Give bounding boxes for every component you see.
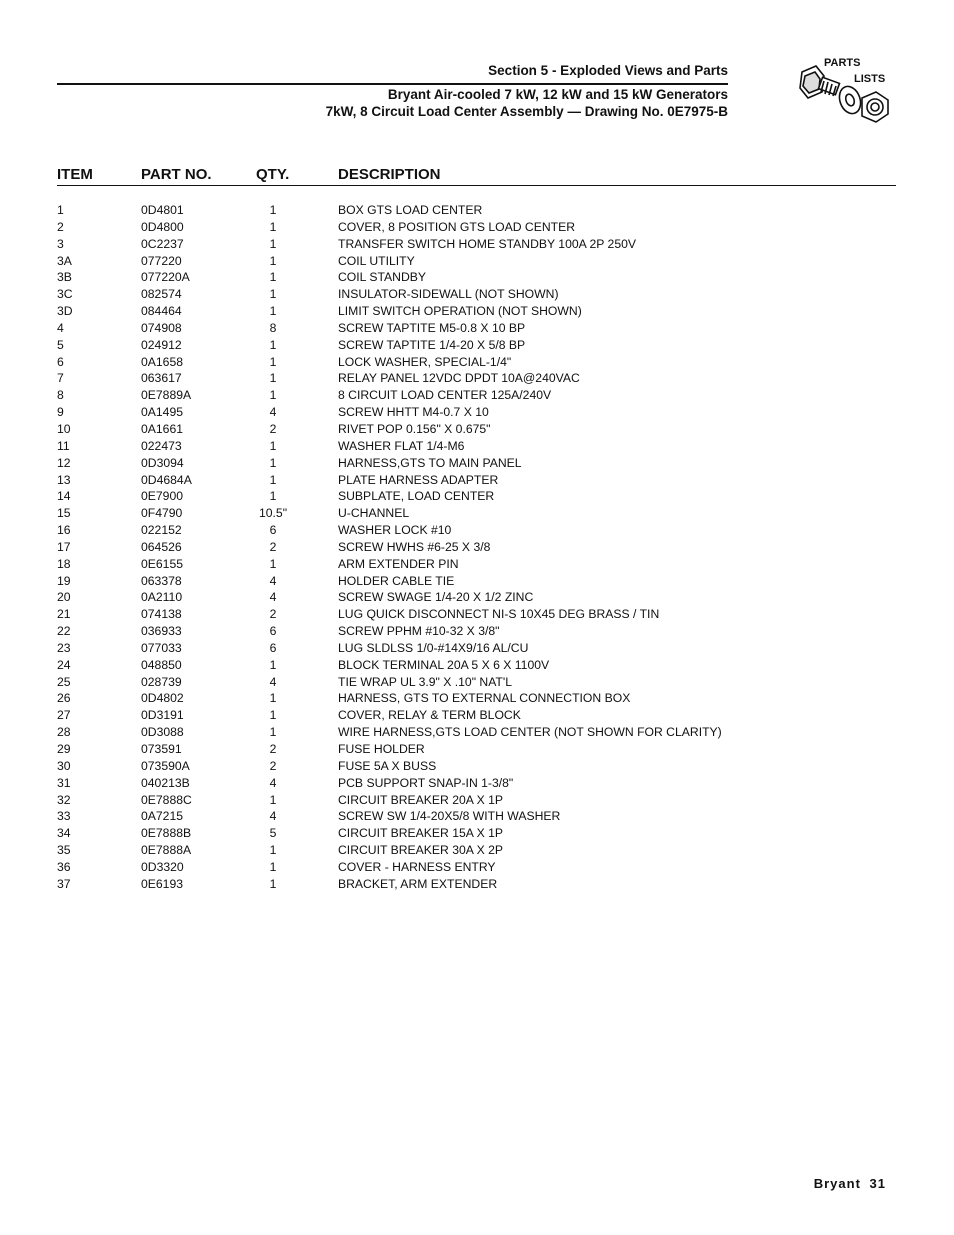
cell-description: SCREW TAPTITE 1/4-20 X 5/8 BP: [338, 337, 526, 352]
cell-item: 12: [57, 455, 71, 470]
cell-qty: 1: [269, 438, 277, 453]
table-row: [57, 219, 896, 236]
cell-part-no: 028739: [141, 674, 182, 689]
cell-part-no: 0F4790: [141, 506, 183, 521]
cell-item: 28: [57, 725, 71, 740]
cell-item: 7: [57, 371, 64, 386]
cell-part-no: 022473: [141, 438, 182, 453]
parts-table-header: [57, 166, 896, 186]
cell-description: LIMIT SWITCH OPERATION (NOT SHOWN): [338, 304, 582, 319]
cell-description: LUG SLDLSS 1/0-#14X9/16 AL/CU: [338, 640, 529, 655]
logo-text-parts: PARTS: [824, 57, 861, 69]
cell-item: 36: [57, 859, 71, 874]
cell-item: 11: [57, 438, 70, 453]
cell-qty: 6: [269, 624, 277, 639]
cell-description: FUSE 5A X BUSS: [338, 758, 437, 773]
cell-qty: 1: [269, 489, 277, 504]
cell-part-no: 074908: [141, 320, 182, 335]
cell-qty: 4: [269, 590, 277, 605]
cell-description: LUG QUICK DISCONNECT NI-S 10X45 DEG BRASS / TIN: [338, 607, 660, 622]
cell-description: BRACKET, ARM EXTENDER: [338, 876, 498, 891]
cell-part-no: 0E7888A: [141, 843, 192, 858]
cell-description: PCB SUPPORT SNAP-IN 1-3/8": [338, 775, 514, 790]
cell-description: SCREW TAPTITE M5-0.8 X 10 BP: [338, 320, 526, 335]
cell-description: FUSE HOLDER: [338, 742, 425, 756]
cell-item: 37: [57, 876, 71, 891]
cell-description: 8 CIRCUIT LOAD CENTER 125A/240V: [338, 388, 552, 403]
cell-qty: 8: [269, 320, 277, 335]
cell-part-no: 0D3088: [141, 725, 184, 740]
cell-description: HOLDER CABLE TIE: [338, 573, 455, 588]
col-header-item: ITEM: [57, 166, 93, 183]
cell-part-no: 0E7888B: [141, 826, 192, 841]
cell-item: 3A: [57, 253, 72, 268]
table-row: [57, 320, 896, 337]
table-row: [57, 539, 896, 556]
table-row: [57, 404, 896, 421]
cell-qty: 6: [269, 640, 277, 655]
cell-description: COVER, RELAY & TERM BLOCK: [338, 708, 521, 723]
cell-part-no: 063378: [141, 573, 182, 588]
cell-description: SCREW PPHM #10-32 X 3/8": [338, 624, 500, 639]
cell-item: 22: [57, 624, 71, 639]
logo-text-lists: LISTS: [854, 73, 886, 85]
cell-part-no: 073590A: [141, 758, 190, 773]
table-row: [57, 354, 896, 371]
cell-item: 3: [57, 236, 64, 251]
table-row: [57, 674, 896, 691]
cell-item: 24: [57, 657, 71, 672]
cell-item: 33: [57, 809, 71, 824]
table-row: [57, 488, 896, 505]
cell-description: PLATE HARNESS ADAPTER: [338, 472, 499, 487]
cell-qty: 2: [269, 607, 277, 622]
cell-description: WIRE HARNESS,GTS LOAD CENTER (NOT SHOWN FOR CLARITY): [338, 725, 722, 740]
cell-qty: 1: [269, 843, 277, 858]
cell-item: 3D: [57, 304, 73, 319]
cell-qty: 1: [269, 472, 277, 487]
cell-description: SCREW SWAGE 1/4-20 X 1/2 ZINC: [338, 590, 534, 605]
cell-part-no: 0D4802: [141, 691, 184, 706]
col-header-qty: QTY.: [256, 166, 290, 183]
cell-part-no: 024912: [141, 337, 182, 352]
cell-item: 18: [57, 556, 71, 571]
table-row: [57, 859, 896, 876]
cell-part-no: 077220: [141, 253, 182, 268]
cell-item: 16: [57, 523, 71, 538]
cell-part-no: 0E7888C: [141, 792, 192, 807]
cell-qty: 1: [269, 253, 277, 268]
cell-description: SUBPLATE, LOAD CENTER: [338, 489, 495, 504]
cell-qty: 1: [269, 388, 277, 403]
cell-qty: 4: [269, 674, 277, 689]
cell-part-no: 0E6155: [141, 556, 184, 571]
table-row: [57, 505, 896, 522]
cell-description: TRANSFER SWITCH HOME STANDBY 100A 2P 250V: [338, 236, 637, 251]
cell-qty: 1: [269, 371, 277, 386]
cell-qty: 10.5": [258, 506, 288, 521]
cell-part-no: 036933: [141, 624, 182, 639]
cell-qty: 1: [269, 270, 277, 285]
col-header-description: DESCRIPTION: [338, 166, 441, 183]
cell-qty: 1: [269, 792, 277, 807]
cell-description: SCREW SW 1/4-20X5/8 WITH WASHER: [338, 809, 561, 824]
table-row: [57, 202, 896, 219]
cell-part-no: 084464: [141, 304, 182, 319]
cell-qty: 1: [269, 219, 277, 234]
table-row: [57, 657, 896, 674]
cell-item: 2: [57, 219, 64, 234]
cell-qty: 4: [269, 405, 277, 420]
cell-qty: 6: [269, 523, 277, 538]
table-row: [57, 472, 896, 489]
cell-qty: 2: [269, 539, 277, 554]
table-row: [57, 269, 896, 286]
cell-description: ARM EXTENDER PIN: [338, 556, 459, 571]
cell-item: 10: [57, 421, 71, 436]
cell-item: 30: [57, 758, 71, 773]
cell-part-no: 0C2237: [141, 236, 184, 251]
cell-part-no: 0D4801: [141, 203, 184, 217]
cell-item: 9: [57, 405, 64, 420]
table-row: [57, 387, 896, 404]
cell-description: BOX GTS LOAD CENTER: [338, 203, 483, 217]
cell-item: 6: [57, 354, 64, 369]
cell-qty: 2: [269, 421, 277, 436]
cell-item: 32: [57, 792, 71, 807]
table-row: [57, 623, 896, 640]
cell-qty: 1: [269, 203, 277, 217]
cell-description: HARNESS,GTS TO MAIN PANEL: [338, 455, 522, 470]
cell-item: 23: [57, 640, 71, 655]
table-row: [57, 792, 896, 809]
cell-part-no: 073591: [141, 742, 182, 756]
cell-part-no: 063617: [141, 371, 182, 386]
cell-description: CIRCUIT BREAKER 30A X 2P: [338, 843, 504, 858]
cell-qty: 1: [269, 657, 277, 672]
cell-item: 17: [57, 539, 71, 554]
cell-part-no: 0E6193: [141, 876, 184, 891]
cell-item: 14: [57, 489, 71, 504]
cell-qty: 1: [269, 725, 277, 740]
cell-part-no: 0A1658: [141, 354, 184, 369]
cell-description: CIRCUIT BREAKER 15A X 1P: [338, 826, 504, 841]
table-row: [57, 842, 896, 859]
cell-qty: 1: [269, 708, 277, 723]
cell-qty: 4: [269, 775, 277, 790]
cell-item: 3C: [57, 287, 73, 302]
drawing-title: 7kW, 8 Circuit Load Center Assembly — Drawing No. 0E7975-B: [325, 104, 728, 119]
table-row: [57, 253, 896, 270]
page-number: 31: [869, 1176, 886, 1191]
cell-part-no: 077033: [141, 640, 182, 655]
cell-qty: 1: [269, 287, 277, 302]
cell-part-no: 077220A: [141, 270, 190, 285]
cell-part-no: 040213B: [141, 775, 190, 790]
cell-item: 4: [57, 320, 64, 335]
cell-qty: 1: [269, 236, 277, 251]
cell-part-no: 0A7215: [141, 809, 184, 824]
cell-item: 19: [57, 573, 71, 588]
table-row: [57, 286, 896, 303]
cell-part-no: 082574: [141, 287, 182, 302]
table-row: [57, 758, 896, 775]
cell-item: 25: [57, 674, 71, 689]
cell-description: COVER - HARNESS ENTRY: [338, 859, 496, 874]
cell-part-no: 074138: [141, 607, 182, 622]
cell-qty: 1: [269, 304, 277, 319]
cell-part-no: 048850: [141, 657, 182, 672]
table-row: [57, 303, 896, 320]
cell-qty: 1: [269, 691, 277, 706]
page-footer: [810, 1176, 886, 1191]
table-row: [57, 775, 896, 792]
cell-description: RELAY PANEL 12VDC DPDT 10A@240VAC: [338, 371, 580, 386]
cell-part-no: 0D3191: [141, 708, 184, 723]
footer-brand: Bryant: [813, 1176, 861, 1191]
cell-description: SCREW HHTT M4-0.7 X 10: [338, 405, 489, 420]
cell-item: 13: [57, 472, 71, 487]
cell-description: HARNESS, GTS TO EXTERNAL CONNECTION BOX: [338, 691, 631, 706]
cell-part-no: 0D4684A: [141, 472, 192, 487]
cell-part-no: 0A1495: [141, 405, 184, 420]
cell-qty: 1: [269, 876, 277, 891]
cell-qty: 1: [269, 354, 277, 369]
cell-item: 1: [57, 203, 64, 217]
cell-description: COIL STANDBY: [338, 270, 427, 285]
cell-item: 27: [57, 708, 71, 723]
col-header-part-no: PART NO.: [141, 166, 212, 183]
cell-item: 29: [57, 742, 71, 756]
table-row: [57, 741, 896, 758]
cell-description: RIVET POP 0.156" X 0.675": [338, 421, 491, 436]
cell-part-no: 022152: [141, 523, 182, 538]
cell-item: 31: [57, 775, 71, 790]
cell-description: BLOCK TERMINAL 20A 5 X 6 X 1100V: [338, 657, 550, 672]
table-row: [57, 825, 896, 842]
cell-part-no: 064526: [141, 539, 182, 554]
cell-item: 8: [57, 388, 64, 403]
cell-part-no: 0A1661: [141, 421, 184, 436]
table-row: [57, 522, 896, 539]
cell-qty: 5: [269, 826, 277, 841]
cell-item: 26: [57, 691, 71, 706]
table-row: [57, 707, 896, 724]
table-row: [57, 573, 896, 590]
cell-description: COVER, 8 POSITION GTS LOAD CENTER: [338, 219, 576, 234]
table-row: [57, 236, 896, 253]
cell-description: TIE WRAP UL 3.9" X .10" NAT'L: [338, 674, 512, 689]
table-row: [57, 337, 896, 354]
cell-description: COIL UTILITY: [338, 253, 415, 268]
section-title: Section 5 - Exploded Views and Parts: [488, 63, 728, 78]
table-row: [57, 724, 896, 741]
table-row: [57, 589, 896, 606]
cell-part-no: 0D3320: [141, 859, 184, 874]
table-row: [57, 640, 896, 657]
cell-part-no: 0E7889A: [141, 388, 192, 403]
cell-item: 15: [57, 506, 71, 521]
cell-description: U-CHANNEL: [338, 506, 410, 521]
cell-description: INSULATOR-SIDEWALL (NOT SHOWN): [338, 287, 559, 302]
cell-part-no: 0E7900: [141, 489, 184, 504]
cell-part-no: 0D3094: [141, 455, 184, 470]
cell-item: 21: [57, 607, 71, 622]
cell-qty: 1: [269, 859, 277, 874]
cell-description: WASHER FLAT 1/4-M6: [338, 438, 465, 453]
cell-description: SCREW HWHS #6-25 X 3/8: [338, 539, 491, 554]
cell-qty: 4: [269, 573, 277, 588]
cell-item: 5: [57, 337, 64, 352]
document-subtitle: Bryant Air-cooled 7 kW, 12 kW and 15 kW Generators: [387, 87, 728, 102]
cell-part-no: 0A2110: [141, 590, 183, 605]
cell-qty: 1: [269, 455, 277, 470]
cell-part-no: 0D4800: [141, 219, 184, 234]
cell-item: 20: [57, 590, 71, 605]
cell-qty: 1: [269, 337, 277, 352]
table-row: [57, 421, 896, 438]
table-row: [57, 808, 896, 825]
table-row: [57, 606, 896, 623]
cell-item: 3B: [57, 270, 72, 285]
table-row: [57, 438, 896, 455]
cell-description: LOCK WASHER, SPECIAL-1/4": [338, 354, 512, 369]
cell-item: 34: [57, 826, 71, 841]
cell-qty: 4: [269, 809, 277, 824]
table-row: [57, 876, 896, 893]
cell-qty: 2: [269, 758, 277, 773]
table-row: [57, 370, 896, 387]
table-row: [57, 556, 896, 573]
table-row: [57, 690, 896, 707]
cell-qty: 1: [269, 556, 277, 571]
parts-lists-logo: [796, 52, 892, 128]
cell-qty: 2: [269, 742, 277, 756]
table-row: [57, 455, 896, 472]
cell-item: 35: [57, 843, 71, 858]
parts-table-body: [57, 202, 896, 893]
cell-description: CIRCUIT BREAKER 20A X 1P: [338, 792, 504, 807]
cell-description: WASHER LOCK #10: [338, 523, 452, 538]
